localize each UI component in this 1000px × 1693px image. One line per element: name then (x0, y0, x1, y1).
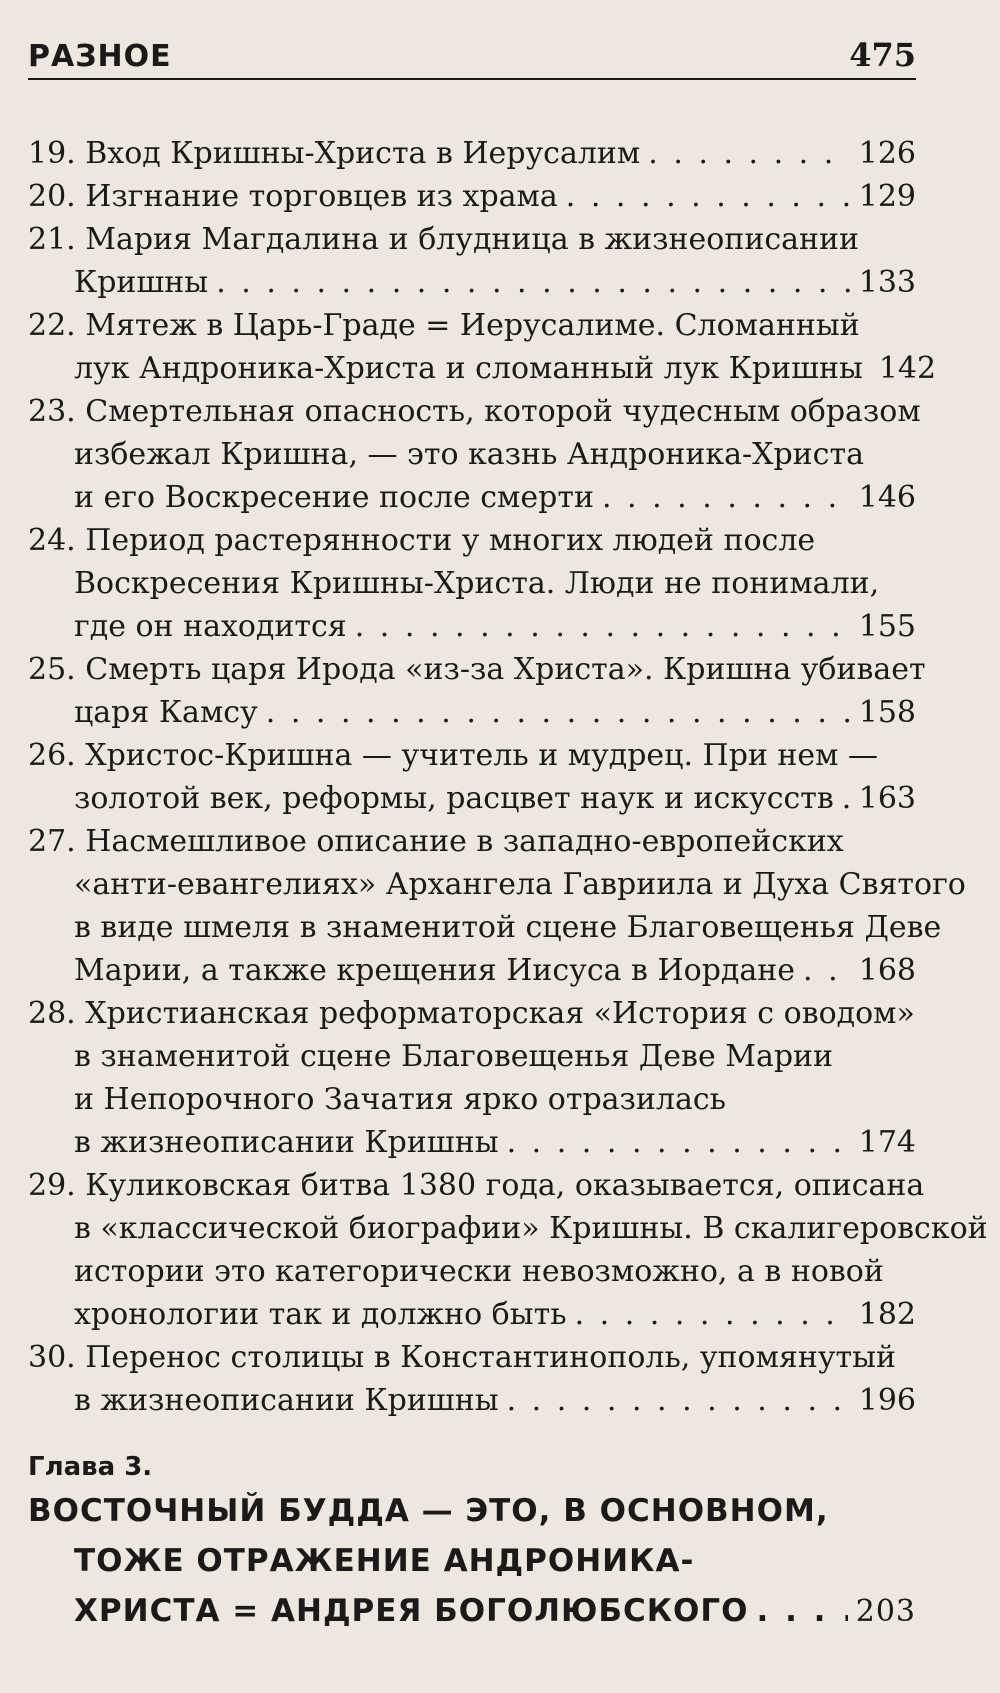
toc-entry-line-text: золотой век, реформы, расцвет наук и искусств (74, 781, 834, 816)
toc-page-number: 146 (858, 480, 916, 515)
toc-page-number: 174 (858, 1125, 916, 1160)
toc-entry (28, 304, 937, 390)
page-number: 475 (849, 36, 916, 74)
dot-leader (507, 1121, 851, 1164)
toc-entry-line (28, 218, 916, 261)
toc-entry-line-text: в жизнеописании Кришны (74, 1125, 499, 1160)
section-title: РАЗНОЕ (28, 39, 172, 74)
toc-entry-line-text: в знаменитой сцене Благовещенья Деве Марии (74, 1039, 834, 1074)
toc-page-number: 129 (858, 179, 916, 214)
toc-entry-line (28, 1121, 916, 1164)
toc-entry (28, 1164, 988, 1336)
toc-entry-line-text: лук Андроника-Христа и сломанный лук Кришны (74, 351, 863, 386)
toc-entry (28, 390, 921, 519)
toc-entry (28, 1336, 916, 1422)
toc-entry-line (28, 1035, 916, 1078)
toc-entry-line-text: 23. Смертельная опасность, которой чудесным образом (28, 394, 921, 429)
toc-entry-line (28, 1336, 916, 1379)
toc-page-number: 168 (858, 953, 916, 988)
toc-entry-line (28, 820, 916, 863)
toc-entry-line (28, 390, 921, 433)
toc-entry-line-text: где он находится (74, 609, 347, 644)
chapter-title-line-text: ХРИСТА = АНДРЕЯ БОГОЛЮБСКОГО (74, 1593, 749, 1629)
toc-entry-line-text: 30. Перенос столицы в Константинополь, упомянутый (28, 1340, 896, 1375)
dot-leader (355, 605, 851, 648)
toc-entry-line-text: в жизнеописании Кришны (74, 1383, 499, 1418)
toc-entry-line (28, 175, 916, 218)
dot-leader (266, 691, 851, 734)
chapter-label: Глава 3. (28, 1452, 153, 1482)
chapter-title (28, 1486, 916, 1637)
toc-page-number: 126 (858, 136, 916, 171)
toc-entry-line-text: и Непорочного Зачатия ярко отразилась (74, 1082, 726, 1117)
toc-entry-line (28, 1379, 916, 1422)
toc-entry (28, 519, 916, 648)
toc-entry-line (28, 949, 916, 992)
toc-entry-line-text: в виде шмеля в знаменитой сцене Благовещенья Деве (74, 910, 942, 945)
toc-page-number: 155 (858, 609, 916, 644)
dot-leader (602, 476, 851, 519)
toc-entry-line-text: «анти-евангелиях» Архангела Гавриила и Духа Святого (74, 867, 966, 902)
toc-entry-line-text: Кришны (74, 265, 209, 300)
dot-leader (757, 1586, 848, 1636)
toc-entry-line-text: 22. Мятеж в Царь-Граде = Иерусалиме. Сломанный (28, 308, 860, 343)
dot-leader (803, 949, 851, 992)
toc-entry-line (28, 519, 916, 562)
toc-entry-line-text: Марии, а также крещения Иисуса в Иордане (74, 953, 796, 988)
dot-leader (648, 132, 850, 175)
toc-entry-line (28, 304, 916, 347)
toc-page-number: 142 (878, 351, 937, 386)
toc-entry-line (28, 1207, 988, 1250)
toc-entry-line-text: избежал Кришна, — это казнь Андроника-Христа (74, 437, 864, 472)
toc-entry-line-text: истории это категорически невозможно, а в новой (74, 1254, 884, 1289)
toc-entry-line (28, 863, 966, 906)
toc-entry-line (28, 261, 916, 304)
toc-entry-line-text: и его Воскресение после смерти (74, 480, 594, 515)
toc-entry-line (28, 605, 916, 648)
toc-entry-line-text: 29. Куликовская битва 1380 года, оказывается, описана (28, 1168, 925, 1203)
table-of-contents (28, 132, 988, 1422)
chapter-title-line (28, 1486, 916, 1536)
toc-entry-line (28, 433, 916, 476)
toc-entry-line-text: в «классической биографии» Кришны. В скалигеровской (74, 1211, 988, 1246)
toc-entry-line-text: хронологии так и должно быть (74, 1297, 567, 1332)
chapter-heading (28, 1448, 916, 1637)
toc-entry-line-text: царя Камсу (74, 695, 258, 730)
toc-entry (28, 734, 916, 820)
toc-entry (28, 218, 916, 304)
toc-entry-line (28, 734, 916, 777)
toc-entry-line (28, 1078, 916, 1121)
toc-page-number: 182 (858, 1297, 916, 1332)
chapter-title-line-text: ВОСТОЧНЫЙ БУДДА — ЭТО, В ОСНОВНОМ, (28, 1493, 829, 1529)
toc-entry-line (28, 132, 916, 175)
toc-entry-line-text: Воскресения Кришны-Христа. Люди не понимали, (74, 566, 880, 601)
toc-entry (28, 175, 916, 218)
toc-page-number: 133 (858, 265, 916, 300)
toc-entry-line-text: 27. Насмешливое описание в западно-европейских (28, 824, 844, 859)
toc-entry-line (28, 347, 937, 390)
chapter-page-number: 203 (855, 1594, 916, 1629)
dot-leader (842, 777, 851, 820)
toc-entry (28, 992, 916, 1164)
toc-entry-line (28, 562, 916, 605)
toc-entry-line-text: 20. Изгнание торговцев из храма (28, 179, 558, 214)
toc-entry-line (28, 906, 942, 949)
chapter-title-line-text: ТОЖЕ ОТРАЖЕНИЕ АНДРОНИКА- (74, 1543, 695, 1579)
chapter-title-line (28, 1586, 916, 1637)
toc-entry (28, 132, 916, 175)
toc-entry-line-text: 26. Христос-Кришна — учитель и мудрец. При нем — (28, 738, 879, 773)
toc-entry-line (28, 648, 926, 691)
toc-entry-line (28, 1250, 916, 1293)
toc-entry-line (28, 992, 916, 1035)
toc-entry-line-text: 25. Смерть царя Ирода «из-за Христа». Кришна убивает (28, 652, 926, 687)
toc-entry-line (28, 476, 916, 519)
toc-entry (28, 648, 926, 734)
toc-entry-line (28, 1164, 925, 1207)
dot-leader (216, 261, 851, 304)
toc-entry-line-text: 24. Период растерянности у многих людей после (28, 523, 816, 558)
toc-page-number: 163 (858, 781, 916, 816)
toc-page-number: 196 (858, 1383, 916, 1418)
toc-page-number: 158 (858, 695, 916, 730)
toc-entry-line-text: 28. Христианская реформаторская «История с оводом» (28, 996, 915, 1031)
dot-leader (507, 1379, 851, 1422)
toc-entry-line-text: 19. Вход Кришны-Христа в Иерусалим (28, 136, 641, 171)
chapter-title-line (28, 1536, 916, 1586)
toc-entry (28, 820, 966, 992)
running-header (28, 0, 916, 80)
dot-leader (566, 175, 851, 218)
dot-leader (575, 1293, 851, 1336)
toc-entry-line-text: 21. Мария Магдалина и блудница в жизнеописании (28, 222, 859, 257)
toc-entry-line (28, 691, 916, 734)
toc-entry-line (28, 1293, 916, 1336)
toc-entry-line (28, 777, 916, 820)
